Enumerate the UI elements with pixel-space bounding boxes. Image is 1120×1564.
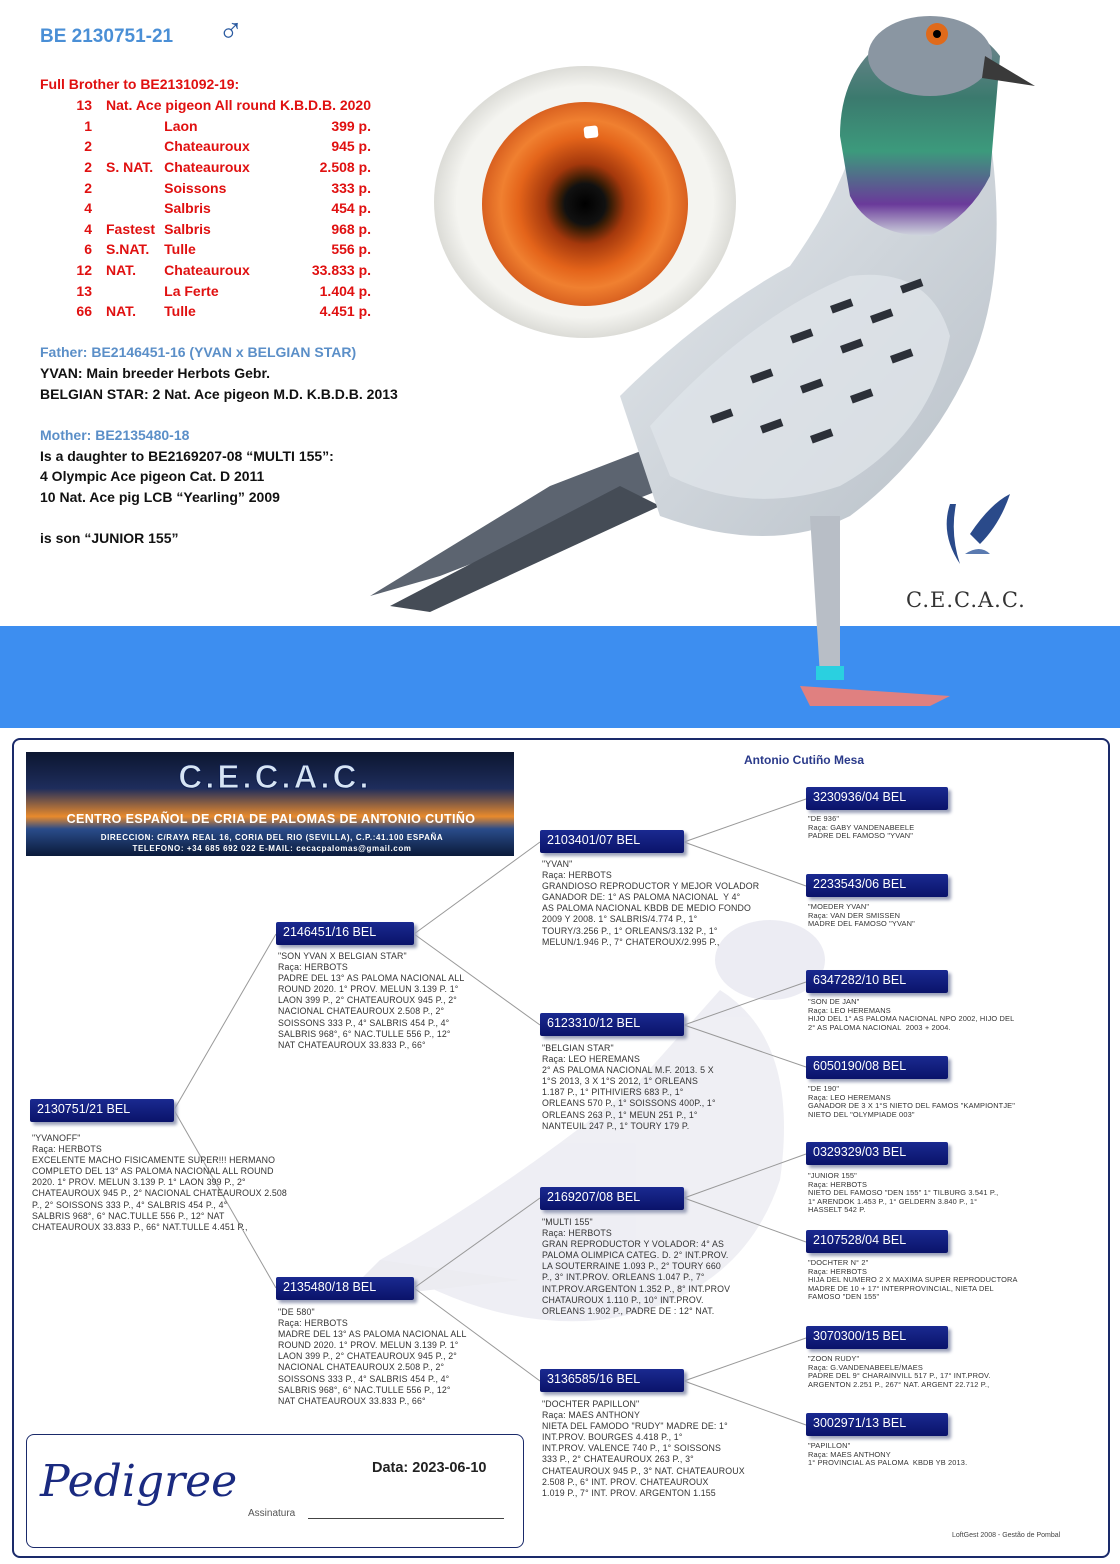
fm-ring-box[interactable]: 6123310/12 BEL	[540, 1013, 684, 1036]
connector-line	[684, 982, 806, 1025]
fmm-ring-box[interactable]: 6050190/08 BEL	[806, 1056, 948, 1079]
mother-line-2: 4 Olympic Ace pigeon Cat. D 2011	[40, 468, 265, 484]
connector-line	[684, 1154, 806, 1198]
result-row: 2 S. NAT. Chateauroux 2.508 p.	[84, 159, 372, 176]
software-credit: LoftGest 2008 - Gestão de Pombal	[952, 1532, 1061, 1539]
father-title: Father: BE2146451-16 (YVAN x BELGIAN STAR)	[40, 344, 357, 360]
mother-line-1: Is a daughter to BE2169207-08 “MULTI 155”:	[40, 448, 334, 464]
result-row: 4 Salbris 454 p.	[84, 200, 372, 217]
father-info: "SON YVAN X BELGIAN STAR" Raça: HERBOTS PADRE DEL 13° AS PALOMA NACIONAL ALL ROUND 2020. 1° PROV. MELUN 3.139 P. 1° LAON 399 P., 2° CHATEAUROUX 945 P., 2° NACIONAL CHATEAUROUX 2.508 P., 2° SOISSONS 333 P., 4° SALBRIS 454 P., 4° SALBRIS 968°, 6° NAC.TULLE 556 P., 12° NAT CHATEAUROUX 33.833 P., 66°	[278, 951, 465, 1050]
banner-address-line: DIRECCION: C/RAYA REAL 16, CORIA DEL RIO (SEVILLA), C.P.:41.100 ESPAÑA	[100, 833, 444, 842]
result-row: 1 Laon 399 p.	[84, 117, 372, 134]
result-row: 2 Soissons 333 p.	[84, 179, 372, 196]
signature-label: Assinatura	[248, 1508, 296, 1519]
result-row: 2 Chateauroux 945 p.	[84, 138, 372, 155]
mother-info: "DE 580" Raça: HERBOTS MADRE DEL 13° AS PALOMA NACIONAL ALL ROUND 2020. 1° PROV. MELUN 3.139 P. 1° LAON 399 P., 2° CHATEAUROUX 945 P., 2° NACIONAL CHATEAUROUX 2.508 P., 2° SOISSONS 333 P., 4° SALBRIS 454 P., 4° SALBRIS 968°, 6° NAC.TULLE 556 P., 12° NAT CHATEAUROUX 33.833 P., 66°	[278, 1307, 467, 1406]
result-row: 13 Nat. Ace pigeon All round K.B.D.B. 2020	[76, 97, 372, 114]
fff-info: "DE 936" Raça: GABY VANDENABEELE PADRE DEL FAMOSO "YVAN"	[808, 814, 915, 841]
date-label: Data: 2023-06-10	[372, 1460, 487, 1476]
son-line: is son “JUNIOR 155”	[40, 530, 179, 546]
male-symbol-icon: ♂	[218, 12, 244, 50]
mff-info: "JUNIOR 155" Raça: HERBOTS NIETO DEL FAMOSO "DEN 155" 1° TILBURG 3.541 P., 1° ARENDOK 1.453 P., 1° GELDERN 3.840 P., 1° HASSELT 542 P.	[808, 1171, 999, 1215]
mother-ring-box[interactable]: 2135480/18 BEL	[276, 1277, 414, 1300]
banner-title: C.E.C.A.C.	[178, 758, 372, 795]
ffm-ring-box[interactable]: 2233543/06 BEL	[806, 874, 948, 897]
connector-line	[684, 1338, 806, 1381]
ring-number-title: BE 2130751-21	[40, 26, 174, 47]
mmf-info: "ZOON RUDY" Raça: G.VANDENABEELE/MAES PADRE DEL 9° CHARAINVILL 517 P., 17° INT.PROV. ARGENTON 2.251 P., 267° NAT. ARGENT 22.712 P.,	[808, 1354, 991, 1389]
mm-ring-box[interactable]: 3136585/16 BEL	[540, 1369, 684, 1392]
result-row: 4 Fastest Salbris 968 p.	[84, 220, 372, 237]
connector-line	[174, 934, 276, 1110]
father-ring-box[interactable]: 2146451/16 BEL	[276, 922, 414, 945]
mmf-ring-box[interactable]: 3070300/15 BEL	[806, 1326, 948, 1349]
ff-ring-box[interactable]: 2103401/07 BEL	[540, 830, 684, 853]
connector-line	[684, 799, 806, 842]
fmm-info: "DE 190" Raça: LEO HEREMANS GANADOR DE 3 X 1°S NIETO DEL FAMOS "KAMPIONTJE" NIETO DEL "OLYMPIADE 003"	[808, 1084, 1016, 1119]
ff-info: "YVAN" Raça: HERBOTS GRANDIOSO REPRODUCTOR Y MEJOR VOLADOR GANADOR DE: 1° AS PALOMA NACIONAL Y 4° AS PALOMA NACIONAL KBDB DE MEDIO FONDO 2009 Y 2008. 1° SALBRIS/4.774 P., 1° TOURY/3.256 P., 1° ORLEANS/3.132 P., 1° MELUN/1.946 P., 7° CHATEROUX/2.995 P.,	[542, 859, 760, 947]
father-line-2: BELGIAN STAR: 2 Nat. Ace pigeon M.D. K.B.D.B. 2013	[40, 386, 398, 402]
banner-phone-line: TELEFONO: +34 685 692 022 E-MAIL: cecacpalomas@gmail.com	[132, 844, 412, 853]
fmf-info: "SON DE JAN" Raça: LEO HEREMANS HIJO DEL 1° AS PALOMA NACIONAL NPO 2002, HIJO DEL 2° AS PALOMA NACIONAL 2003 + 2004.	[808, 997, 1015, 1032]
connector-line	[414, 842, 540, 934]
ffm-info: "MOEDER YVAN" Raça: VAN DER SMISSEN MADRE DEL FAMOSO "YVAN"	[808, 902, 915, 929]
mother-line-3: 10 Nat. Ace pig LCB “Yearling” 2009	[40, 489, 280, 505]
mm-info: "DOCHTER PAPILLON" Raça: MAES ANTHONY NIETA DEL FAMODO "RUDY" MADRE DE: 1° INT.PROV. BOURGES 4.418 P., 1° INT.PROV. VALENCE 740 P., 1° SOISSONS 333 P., 2° CHATEAUROUX 263 P., 3° CHATEAUROUX 945 P., 3° NAT. CHATEAUROUX 2.508 P., 6° INT. PROV. CHATEAUROUX 1.019 P., 7° INT. PROV. ARGENTON 1.155	[542, 1399, 745, 1498]
mf-info: "MULTI 155" Raça: HERBOTS GRAN REPRODUCTOR Y VOLADOR: 4° AS PALOMA OLIMPICA CATEG. D. 2° INT.PROV. LA SOUTERRAINE 1.093 P., 2° TOURY 660 P., 3° INT.PROV. ORLEANS 1.047 P., 7° INT.PROV.ARGENTON 1.352 P., 8° INT.PROV CHATAUROUX 1.110 P., 10° INT.PROV. ORLEANS 1.902 P., PADRE DE : 12° NAT.	[542, 1217, 731, 1316]
fmf-ring-box[interactable]: 6347282/10 BEL	[806, 970, 948, 993]
cecac-logo-text: C.E.C.A.C.	[906, 588, 1026, 612]
mmm-ring-box[interactable]: 3002971/13 BEL	[806, 1413, 948, 1436]
result-row: 6 S.NAT. Tulle 556 p.	[84, 241, 372, 258]
pedigree-logo-text: Pedigree	[40, 1456, 238, 1507]
mff-ring-box[interactable]: 0329329/03 BEL	[806, 1142, 948, 1165]
result-row: 66 NAT. Tulle 4.451 p.	[76, 303, 372, 320]
father-line-1: YVAN: Main breeder Herbots Gebr.	[40, 365, 271, 381]
subject-info: "YVANOFF" Raça: HERBOTS EXCELENTE MACHO FISICAMENTE SUPER!!! HERMANO COMPLETO DEL 13° AS PALOMA NACIONAL ALL ROUND 2020. 1° PROV. MELUN 3.139 P. 1° LAON 399 P., 2° CHATEAUROUX 945 P., 2° NACIONAL CHATEAUROUX 2.508 P., 2° SOISSONS 333 P., 4° SALBRIS 454 P., 4° SALBRIS 968°, 6° NAC.TULLE 556 P., 12° NAT CHATEAUROUX 33.833 P., 66° NAT.TULLE 4.451 P.,	[32, 1133, 287, 1232]
signature-line[interactable]	[308, 1518, 504, 1519]
mfm-info: "DOCHTER N° 2" Raça: HERBOTS HIJA DEL NUMERO 2 X MAXIMA SUPER REPRODUCTORA MADRE DE 10 + 17° INTERPROVINCIAL, NIETA DEL FAMOSO "DEN 155"	[808, 1258, 1018, 1302]
subject-ring-box[interactable]: 2130751/21 BEL	[30, 1099, 174, 1122]
connector-line	[414, 1198, 540, 1288]
mother-title: Mother: BE2135480-18	[40, 427, 190, 443]
fff-ring-box[interactable]: 3230936/04 BEL	[806, 787, 948, 810]
result-row: 12 NAT. Chateauroux 33.833 p.	[76, 262, 372, 279]
full-brother-title: Full Brother to BE2131092-19:	[40, 76, 240, 92]
banner-subtitle: CENTRO ESPAÑOL DE CRIA DE PALOMAS DE ANTONIO CUTIÑO	[66, 812, 476, 826]
mfm-ring-box[interactable]: 2107528/04 BEL	[806, 1230, 948, 1253]
mf-ring-box[interactable]: 2169207/08 BEL	[540, 1187, 684, 1210]
owner-name: Antonio Cutiño Mesa	[744, 753, 864, 767]
result-row: 13 La Ferte 1.404 p.	[76, 282, 372, 299]
mmm-info: "PAPILLON" Raça: MAES ANTHONY 1° PROVINCIAL AS PALOMA KBDB YB 2013.	[808, 1441, 968, 1468]
fm-info: "BELGIAN STAR" Raça: LEO HEREMANS 2° AS PALOMA NACIONAL M.F. 2013. 5 X 1°S 2013, 3 X 1°S 2012, 1° ORLEANS 1.187 P., 1° PITHIVIERS 683 P., 1° ORLEANS 570 P., 1° SOISSONS 400P., 1° ORLEANS 263 P., 1° MEUN 251 P., 1° NANTEUIL 247 P., 1° TOURY 179 P.	[542, 1043, 716, 1131]
